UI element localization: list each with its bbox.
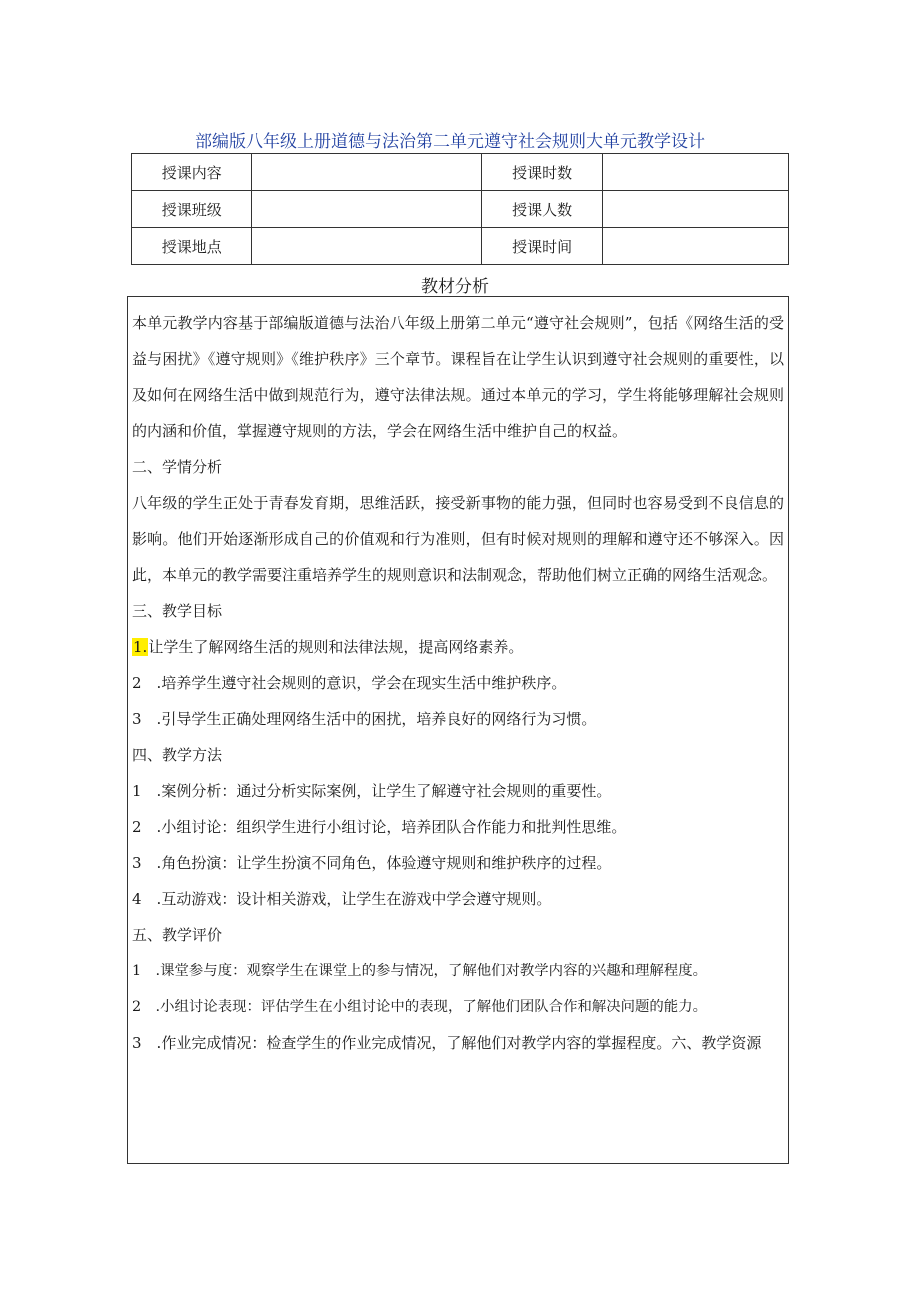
content-box bbox=[127, 296, 789, 1164]
table-row bbox=[132, 154, 789, 191]
intro-paragraph: 本单元教学内容基于部编版道德与法治八年级上册第二单元“遵守社会规则”，包括《网络生活的受益与困扰》《遵守规则》《维护秩序》三个章节。课程旨在让学生认识到遵守社会规则的重要性，以及如何在网络生活中做到规范行为，遵守法律法规。通过本单元的学习，学生将能够理解社会规则的内涵和价值，掌握遵守规则的方法，学会在网络生活中维护自己的权益。 bbox=[132, 314, 784, 440]
evaluation-heading: 五、教学评价 bbox=[132, 926, 223, 944]
document-title: 部编版八年级上册道德与法治第二单元遵守社会规则大单元教学设计 bbox=[195, 132, 705, 152]
list-item: 1 .课堂参与度：观察学生在课堂上的参与情况，了解他们对教学内容的兴趣和理解程度。 bbox=[132, 963, 707, 979]
value-cell[interactable] bbox=[252, 154, 482, 191]
label-cell: 授课班级 bbox=[132, 191, 252, 228]
list-item: 1 .案例分析：通过分析实际案例，让学生了解遵守社会规则的重要性。 bbox=[132, 782, 612, 800]
value-cell[interactable] bbox=[602, 154, 788, 191]
highlight-mark: 1. bbox=[133, 638, 148, 656]
value-cell[interactable] bbox=[602, 228, 788, 265]
label-cell: 授课地点 bbox=[132, 228, 252, 265]
list-item: 2 .培养学生遵守社会规则的意识，学会在现实生活中维护秩序。 bbox=[132, 674, 567, 692]
label-cell: 授课人数 bbox=[482, 191, 602, 228]
label-cell: 授课时数 bbox=[482, 154, 602, 191]
value-cell[interactable] bbox=[252, 228, 482, 265]
list-item: 2 .小组讨论：组织学生进行小组讨论，培养团队合作能力和批判性思维。 bbox=[132, 818, 627, 836]
list-item: 3 .作业完成情况：检查学生的作业完成情况，了解他们对教学内容的掌握程度。六、教学资源 bbox=[132, 1034, 762, 1052]
methods-heading: 四、教学方法 bbox=[132, 746, 223, 764]
label-cell: 授课内容 bbox=[132, 154, 252, 191]
value-cell[interactable] bbox=[602, 191, 788, 228]
objectives-heading: 三、教学目标 bbox=[132, 602, 223, 620]
list-item: 2 .小组讨论表现：评估学生在小组讨论中的表现，了解他们团队合作和解决问题的能力。 bbox=[132, 999, 707, 1015]
section-heading: 教材分析 bbox=[421, 277, 489, 297]
table-row bbox=[132, 191, 789, 228]
list-item: 3 .角色扮演：让学生扮演不同角色，体验遵守规则和维护秩序的过程。 bbox=[132, 854, 612, 872]
table-row bbox=[132, 228, 789, 265]
list-item: 1.让学生了解网络生活的规则和法律法规，提高网络素养。 bbox=[133, 638, 524, 656]
student-analysis-heading: 二、学情分析 bbox=[132, 458, 223, 476]
list-item: 3 .引导学生正确处理网络生活中的困扰，培养良好的网络行为习惯。 bbox=[132, 710, 597, 728]
label-cell: 授课时间 bbox=[482, 228, 602, 265]
student-analysis-paragraph: 八年级的学生正处于青春发育期，思维活跃，接受新事物的能力强，但同时也容易受到不良信息的影响。他们开始逐渐形成自己的价值观和行为准则，但有时候对规则的理解和遵守还不够深入。因此，本单元的教学需要注重培养学生的规则意识和法制观念，帮助他们树立正确的网络生活观念。 bbox=[132, 494, 784, 584]
list-item: 4 .互动游戏：设计相关游戏，让学生在游戏中学会遵守规则。 bbox=[132, 890, 552, 908]
info-table bbox=[131, 153, 789, 265]
value-cell[interactable] bbox=[252, 191, 482, 228]
